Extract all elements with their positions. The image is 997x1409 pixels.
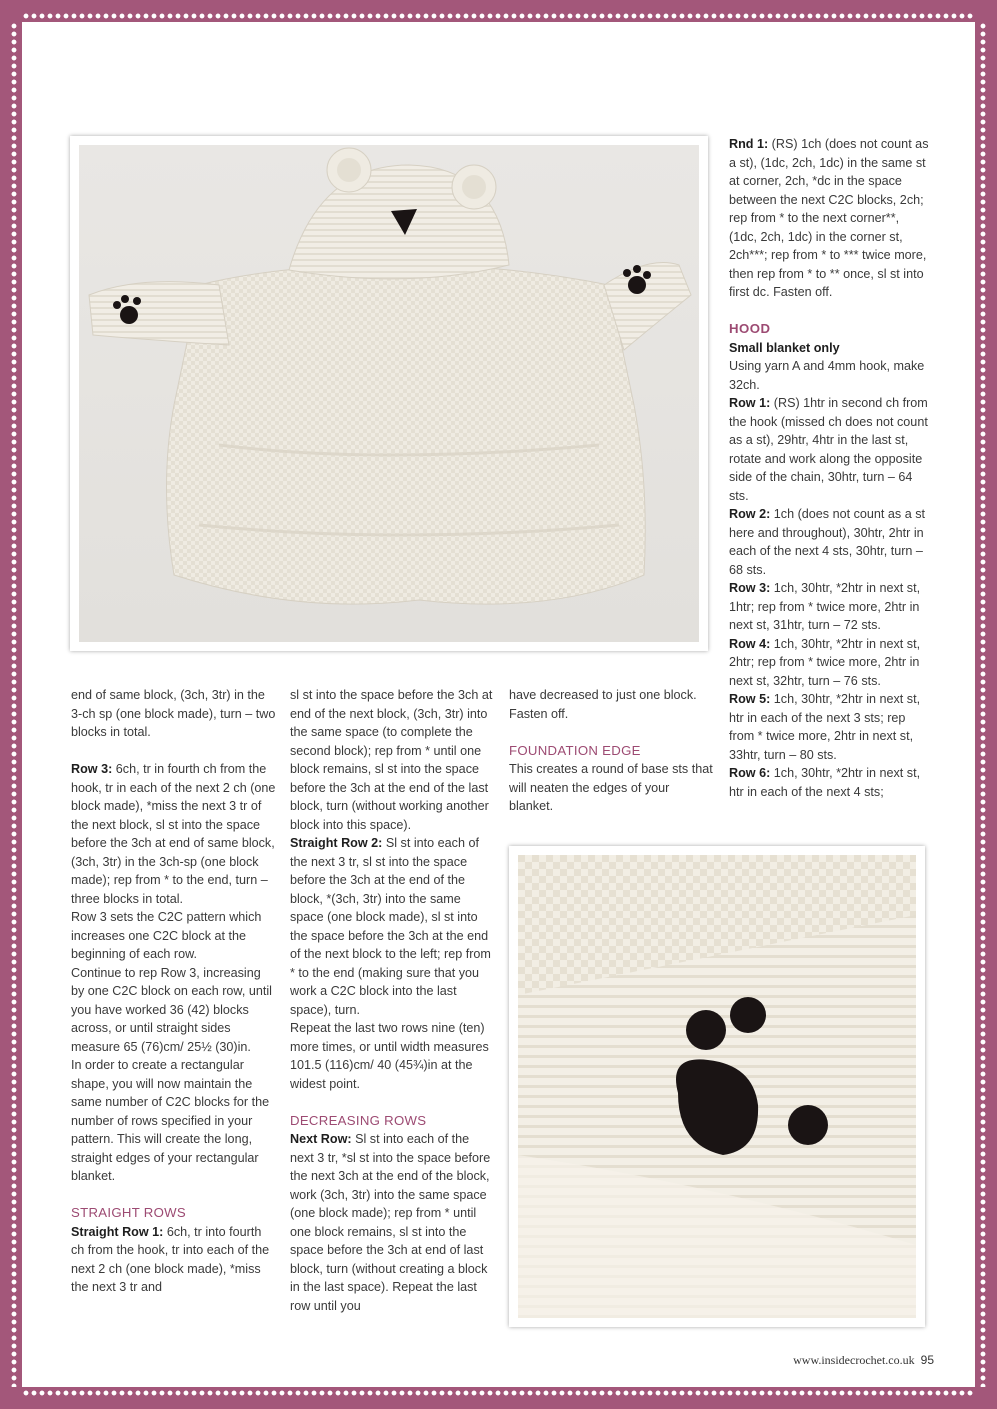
paragraph: Row 3 sets the C2C pattern which increases one C2C block at the beginning of each row.	[71, 910, 262, 961]
paragraph: Straight Row 1: 6ch, tr into fourth ch from the hook, tr into each of the next 2 ch (one block made), *miss the next 3 tr and	[71, 1224, 270, 1294]
row-label: Rnd 1:	[729, 137, 769, 151]
section-heading: HOOD	[729, 321, 771, 336]
row-label: Row 6:	[729, 766, 771, 780]
row-label: Row 4:	[729, 636, 771, 651]
paragraph: Straight Row 2: Sl st into each of the next 3 tr, sl st into the space before the 3ch at the end of the block, *(3ch, 3tr) into the same space (one block made), sl st into the space before the 3ch at the end of the next block to the left; rep from * to the end (making sure that you work a C2C block into the last space), turn.	[290, 836, 491, 1017]
paragraph: Row 3: 1ch, 30htr, *2htr in next st, 1htr; rep from * twice more, 2htr in next st, 31htr, turn – 72 sts.	[729, 581, 921, 632]
row-label: Row 2:	[729, 507, 771, 521]
section-heading: FOUNDATION EDGE	[509, 742, 641, 758]
row-label: Straight Row 2:	[290, 836, 383, 850]
paragraph: Row 2: 1ch (does not count as a st here and throughout), 30htr, 2htr in each of the next 4 sts, 30htr, turn – 68 sts.	[729, 507, 925, 577]
text-column-1	[71, 686, 276, 1297]
page-number: 95	[920, 1353, 934, 1367]
website-url[interactable]: www.insidecrochet.co.uk	[793, 1353, 915, 1367]
paragraph: Repeat the last two rows nine (ten) more times, or until width measures 101.5 (116)cm/ 40 (45¾)in at the widest point.	[290, 1021, 489, 1091]
paragraph: Rnd 1: (RS) 1ch (does not count as a st), (1dc, 2ch, 1dc) in the same st at corner, 2ch, *dc in the space between the next C2C blocks, 2ch; rep from * to the next corner**, (1dc, 2ch, 1dc) in the corner st, 2ch***; rep from * to *** twice more, then rep from * to ** once, sl st into first dc. Fasten off.	[729, 137, 929, 299]
paragraph: This creates a round of base sts that will neaten the edges of your blanket.	[509, 762, 713, 813]
text-column-3	[509, 686, 714, 816]
row-label: Straight Row 1:	[71, 1224, 164, 1239]
row-label: Row 5:	[729, 692, 771, 706]
row-label: Next Row:	[290, 1132, 352, 1146]
paragraph: Row 5: 1ch, 30htr, *2htr in next st, htr in each of the next 3 sts; rep from * twice more, 2htr in next st, 33htr, turn – 80 sts.	[729, 692, 921, 762]
paragraph: Row 3: 6ch, tr in fourth ch from the hook, tr in each of the next 2 ch (one block made), *miss the next 3 tr of the next block, sl st into the space before the 3ch at end of same block, (3ch, 3tr) in the 3ch-sp (one block made); rep from * to the end, turn – three blocks in total.	[71, 762, 276, 906]
paragraph: end of same block, (3ch, 3tr) in the 3-ch sp (one block made), turn – two blocks in total.	[71, 688, 276, 739]
row-label: Row 3:	[71, 762, 113, 776]
paragraph: Row 4: 1ch, 30htr, *2htr in next st, 2htr; rep from * twice more, 2htr in next st, 32htr, turn – 76 sts.	[729, 636, 921, 688]
paragraph: Using yarn A and 4mm hook, make 32ch.	[729, 359, 925, 392]
paragraph: Row 6: 1ch, 30htr, *2htr in next st, htr in each of the next 4 sts;	[729, 766, 921, 799]
subheading: Small blanket only	[729, 340, 840, 355]
paragraph: Row 1: (RS) 1htr in second ch from the hook (missed ch does not count as a st), 29htr, 4htr in the last st, rotate and work along the opposite side of the chain, 30htr, turn – 64 sts.	[729, 396, 928, 503]
page-footer	[793, 1353, 934, 1368]
row-label: Row 1:	[729, 396, 771, 410]
paragraph: Next Row: Sl st into each of the next 3 tr, *sl st into the space before the next 3ch at the end of the block, work (3ch, 3tr) into the same space (one block made); rep from * until one block remains, sl st into the space before the 3ch at end of last block, turn (without creating a block in the last space). Repeat the last row until you	[290, 1132, 491, 1313]
blanket-photo	[70, 136, 708, 651]
paragraph: Continue to rep Row 3, increasing by one C2C block on each row, until you have worked 36 (42) blocks across, or until straight sides measure 65 (76)cm/ 25½ (30)in.	[71, 965, 272, 1054]
blanket-illustration	[79, 145, 699, 642]
paw-closeup-photo	[509, 846, 925, 1327]
section-heading: STRAIGHT ROWS	[71, 1205, 187, 1220]
border-trim-bottom	[22, 1389, 975, 1397]
paragraph: In order to create a rectangular shape, you will now maintain the same number of C2C blocks for the number of rows specified in your pattern. This will create the long, straight edges of your rectangular blanket.	[71, 1058, 270, 1183]
border-trim-left	[10, 22, 18, 1387]
border-trim-top	[22, 12, 975, 20]
paw-closeup-illustration	[518, 855, 916, 1318]
paragraph: have decreased to just one block. Fasten off.	[509, 688, 697, 721]
text-column-4	[729, 135, 929, 801]
section-heading: DECREASING ROWS	[290, 1112, 427, 1128]
row-label: Row 3:	[729, 581, 771, 595]
paragraph: sl st into the space before the 3ch at end of the next block, (3ch, 3tr) into the same space (to complete the second block); rep from * until one block remains, sl st into the space before the 3ch at the end of the last block, turn (without working another block into this space).	[290, 688, 493, 832]
text-column-2	[290, 686, 495, 1315]
border-trim-right	[979, 22, 987, 1387]
